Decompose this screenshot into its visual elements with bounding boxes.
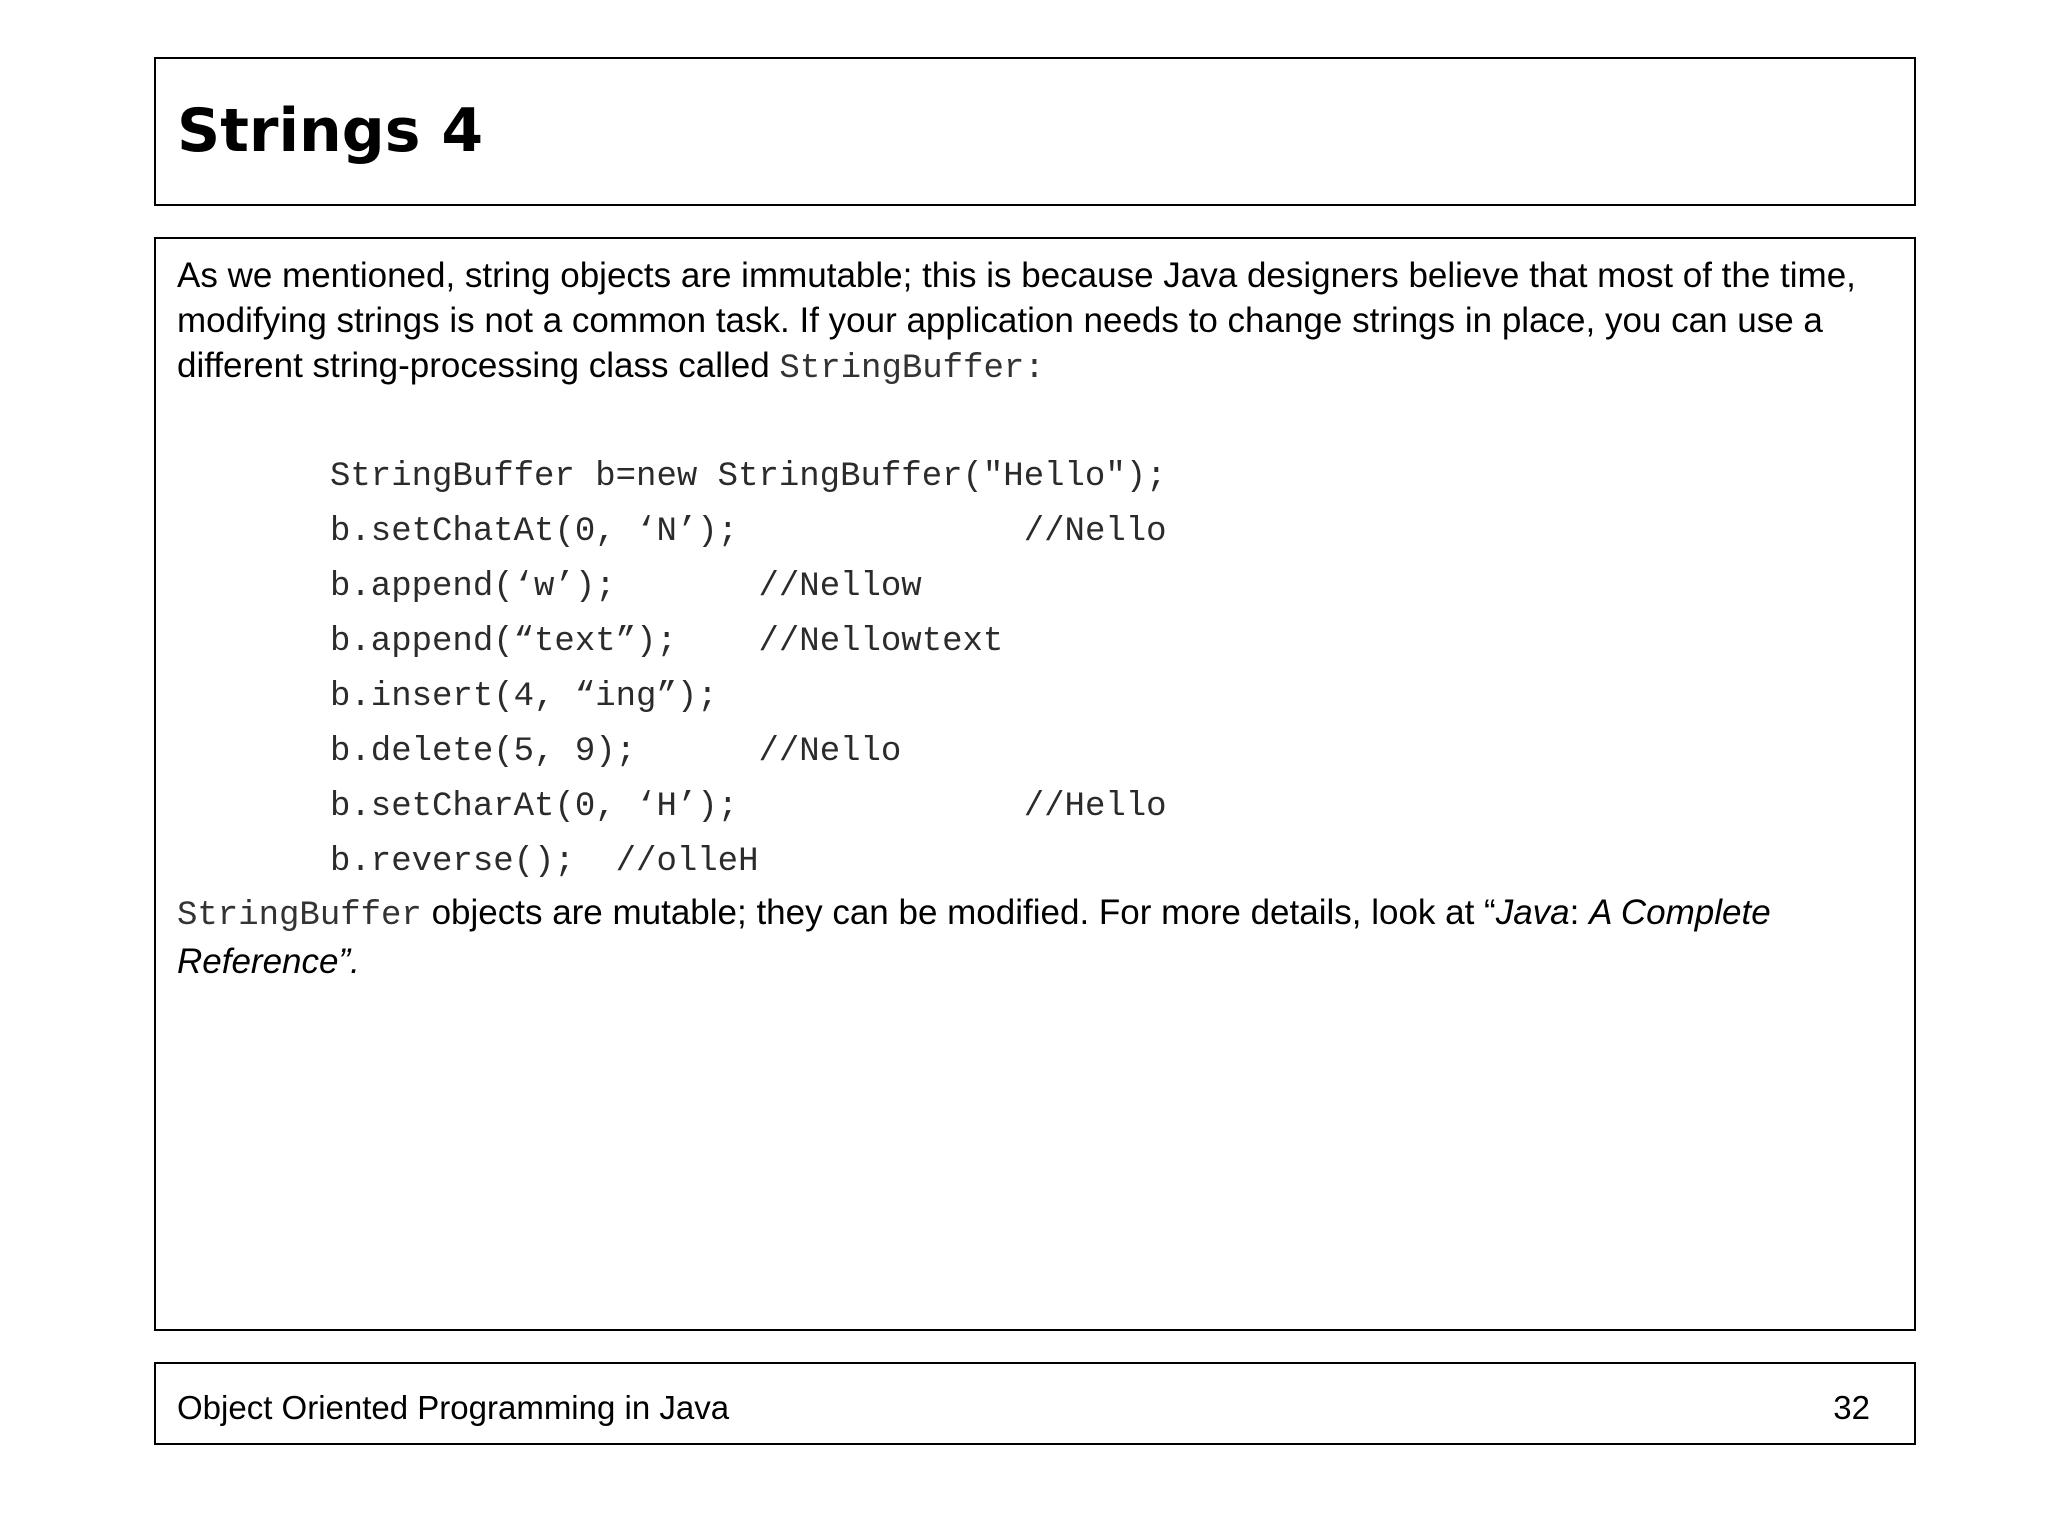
code-line (330, 835, 1897, 890)
code-line (330, 670, 1897, 725)
code-statement: b.reverse(); (330, 843, 575, 881)
closing-text: objects are mutable; they can be modified. For more details, look at “ (421, 893, 1496, 932)
code-statement: b.append(‘w’); (330, 568, 616, 606)
intro-class-name: StringBuffer (779, 350, 1025, 388)
closing-reference: A Complete Reference”. (177, 893, 1771, 981)
code-line (330, 780, 1897, 835)
code-statement: b.insert(4, “ing”); (330, 678, 718, 716)
slide-title: Strings 4 (177, 96, 484, 166)
code-line (330, 615, 1897, 670)
code-comment: //Nello (1023, 513, 1167, 551)
code-statement: b.setCharAt(0, ‘H’); (330, 788, 739, 826)
code-line (330, 725, 1897, 780)
closing-java: Java (1495, 893, 1570, 932)
code-gap (575, 843, 616, 881)
code-statement: b.setChatAt(0, ‘N’); (330, 513, 739, 551)
code-comment: //Hello (1023, 788, 1167, 826)
code-line (330, 450, 1897, 505)
footer-course-title: Object Oriented Programming in Java (177, 1389, 730, 1426)
content-box (154, 237, 1916, 1331)
code-comment: //Nello (758, 733, 902, 771)
code-statement: b.append(“text”); (330, 623, 677, 661)
footer-page-number: 32 (1833, 1389, 1870, 1426)
intro-text: As we mentioned, string objects are immutable; this is because Java designers believe that most of the time, modifying strings is not a common task. If your application needs to change strings in place, you can use a different string-processing class called (177, 256, 1856, 385)
code-gap (738, 513, 1024, 551)
closing-class-name: StringBuffer (177, 897, 422, 935)
code-gap (636, 733, 758, 771)
code-gap (616, 568, 759, 606)
title-box (154, 57, 1916, 206)
code-comment: //Nellowtext (758, 623, 1004, 661)
code-statement: b.delete(5, 9); (330, 733, 637, 771)
code-line (330, 560, 1897, 615)
code-gap (738, 788, 1024, 826)
intro-end: : (1024, 350, 1045, 388)
code-statement: StringBuffer b=new StringBuffer("Hello"); (330, 458, 1167, 496)
closing-colon: : (1569, 893, 1590, 932)
code-gap (677, 623, 759, 661)
footer-box (154, 1362, 1916, 1445)
code-comment: //olleH (615, 843, 759, 881)
code-line (330, 505, 1897, 560)
code-block (330, 450, 1897, 890)
content-body (177, 253, 1897, 984)
closing-paragraph (177, 890, 1897, 984)
intro-paragraph (177, 253, 1897, 392)
code-comment: //Nellow (758, 568, 922, 606)
